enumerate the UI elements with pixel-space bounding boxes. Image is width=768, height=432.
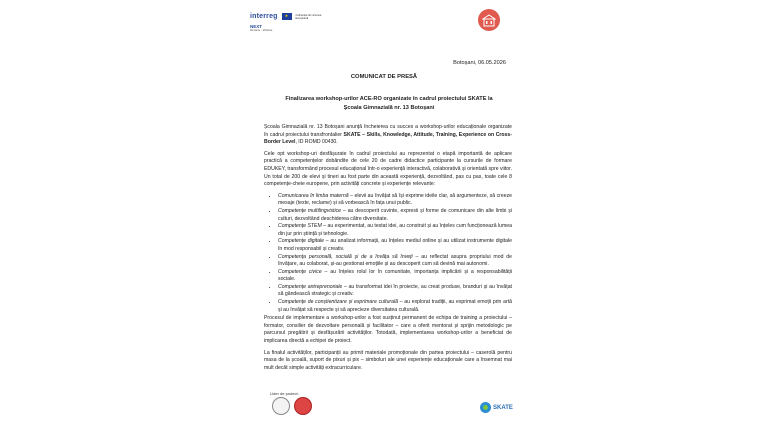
competences-list	[264, 193, 512, 315]
list-item: • Competențe multilingvistice – au descoperit cuvinte, expresii și forme de comunicare din alte limbi și culturi, dezvoltând deschiderea către diversitate.	[278, 208, 512, 223]
document-subject: Finalizarea workshop-urilor ACE-RO organizate în cadrul proiectului SKATE la Școala Gimnazială nr. 13 Botoșani	[285, 96, 493, 111]
document-date: Botoșani, 06.05.2026	[453, 60, 506, 66]
paragraph-conclusion: La finalul activităților, participanții au primit materiale promoționale din partea proiectului – caserolă pentru masa de la școală, suport de pixuri și pix – simboluri ale unei experiențe educaționale care a însemnat mai mult decât simple activități extracurriculare.	[264, 349, 512, 371]
school-logo-icon	[478, 9, 500, 31]
partner-logos	[272, 397, 312, 415]
cofund-text: Cofinanțat de Uniunea Europeană	[295, 13, 322, 20]
list-item: • Comunicarea în limba maternă – elevii au învățat să își exprime ideile clar, să argumenteze, să creeze mesaje (texte, reclame) și să vorbească în fața unui public.	[278, 193, 512, 208]
list-item: • Competența personală, socială și de a învăța să înveți – au reflectat asupra propriului mod de învățare, au colaborat, și-au gestionat emoțiile și au descoperit cum să devină mai autonomi.	[278, 254, 512, 269]
next-subtitle: Romania – Moldova	[250, 29, 273, 32]
project-name: SKATE – Skills, Knowledge, Attitude, Training, Experience on Cross-Border Level	[264, 131, 512, 146]
document-title: COMUNICAT DE PRESĂ	[350, 74, 418, 80]
project-lead-label: Lider de proiect:	[270, 391, 299, 396]
paragraph-implementation: Procesul de implementare a workshop-urilor a fost susținut permanent de echipa de training a proiectului – formator, consilier de dezvoltare personală și facilitator – care a oferit mentorat și sprijin metodologic pe parcursul pregătirii și desfășurării activităților. Totodată, implementarea workshop-urilor a beneficiat de implicarea directă a echipei de proiect.	[264, 315, 512, 345]
skate-logo	[480, 402, 513, 413]
list-item: • Competențe antreprenoriale – au transformat idei în proiecte, au creat produse, branduri și au învățat să gândească strategic și creativ.	[278, 284, 512, 299]
interreg-logo	[250, 13, 325, 32]
eu-flag-icon	[282, 13, 292, 20]
list-item: • Competențe digitale – au analizat informații, au înțeles mediul online și au utilizat instrumente digitale în mod responsabil și creativ.	[278, 238, 512, 253]
skate-wordmark: SKATE	[493, 404, 513, 411]
next-wordmark: NEXT	[250, 24, 263, 29]
building-icon	[482, 13, 496, 27]
county-crest-icon	[294, 397, 312, 415]
document-body	[264, 124, 512, 376]
list-item: • Competențe STEM – au experimentat, au testat idei, au construit și au înțeles cum funcționează lumea din jur prin știință și tehnologie.	[278, 223, 512, 238]
school-emblem-icon	[272, 397, 290, 415]
paragraph-workshops: Cele opt workshop-uri desfășurate în cadrul proiectului au reprezentat o etapă importantă de aplicare practică a competențelor dobândite de cele 20 de cadre didactice participante la cursurile de formare EDUKEY, transformând procesul educațional într-o experiență interactivă, colaborativă și orientată spre viitor. Un total de 200 de elevi și tineri au fost parte din această experiență, dezvoltând, pas cu pas, toate cele 8 competențe-cheie europene, prin activități concrete și experiențe relevante:	[264, 150, 512, 188]
list-item: • Competențe de conștientizare și exprimare culturală – au explorat tradiții, au exprimat emoții prin artă și au învățat să respecte și să aprecieze diversitatea culturală.	[278, 299, 512, 314]
interreg-wordmark: interreg	[250, 13, 278, 20]
skate-globe-icon	[480, 402, 491, 413]
list-item: • Competențe civice – au înțeles rolul lor în comunitate, importanța implicării și a responsabilității sociale.	[278, 269, 512, 284]
paragraph-intro: Școala Gimnazială nr. 13 Botoșani anunță încheierea cu succes a workshop-urilor educaționale organizate în cadrul proiectului transfrontalier SKATE – Skills, Knowledge, Attitude, Training, Experience on Cross-Border Level, ID ROMD 00430.	[264, 124, 512, 146]
